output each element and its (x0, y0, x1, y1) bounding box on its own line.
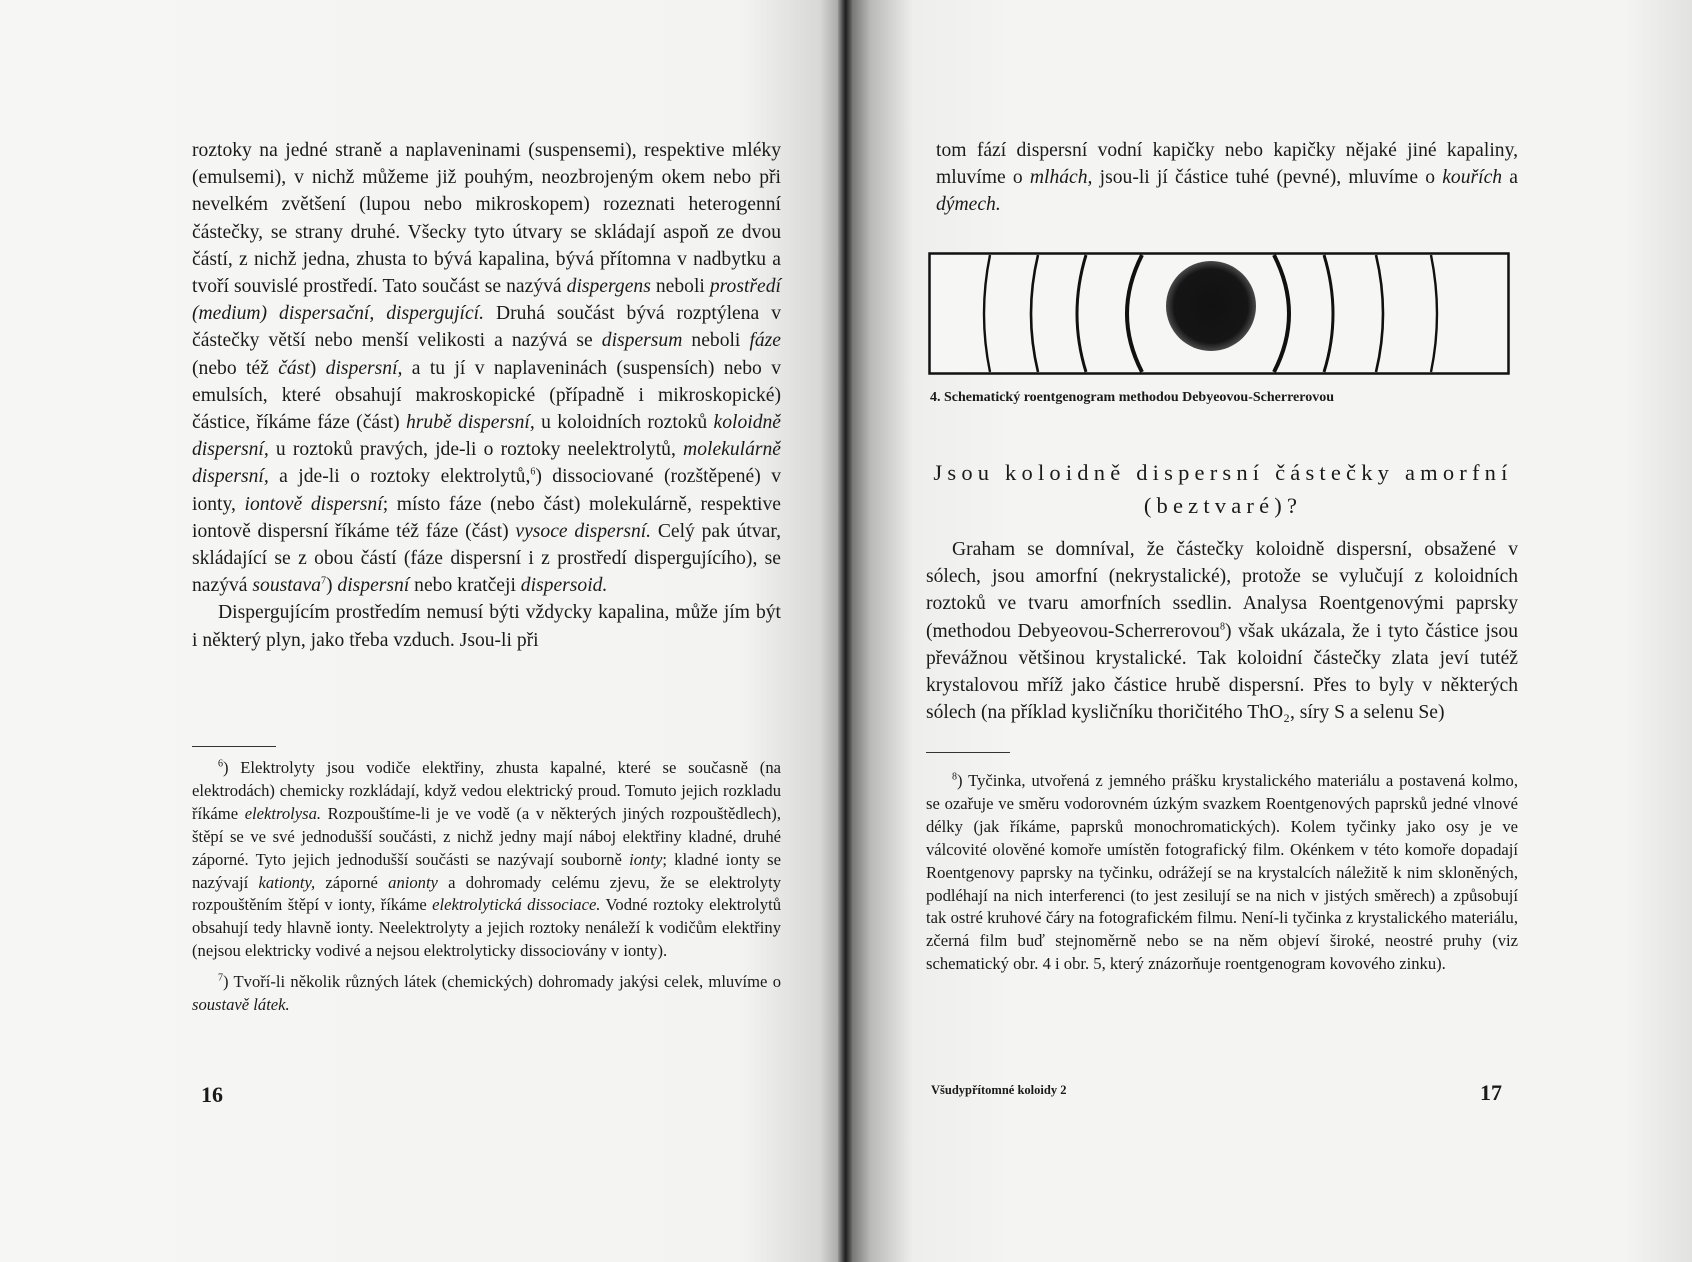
footnote-rule (926, 752, 1010, 753)
book-spine (838, 0, 852, 1262)
heading-line-2: (beztvaré)? (1143, 493, 1303, 518)
right-body-text: Graham se domníval, že částečky koloidně dispersní, obsažené v sólech, jsou amorfní (nekrystalické), protože se vylučují z koloidních roztoků ve tvaru amorfních ssedlin. Analysa Roentgenovými paprsky (methodou Debyeovou-Scherrerovou$^8$) však ukázala, že i tyto částice jsou převážnou většinou krystalické. Tak koloidní částečky zlata jeví tutéž krystalovou mříž jako částice hrubě dispersní. Přes to byly v některých sólech (na příklad kysličníku thoričitého ThO₂, síry S a selenu Se) (926, 539, 1519, 724)
right-footnotes: $^8$) Tyčinka, utvořená z jemného prášku krystalického materiálu a postavená kolmo, se ozařuje ve směru vodorovném úzkým svazkem Roentgenových paprsků jedné vlnové délky (jak říkáme, paprsků monochromatických). Kolem tyčinky jako osy je ve válcovité olověné komoře umístěn fotografický film. Okénkem v této komoře dopadají Roentgenovy paprsky na tyčinku, odrážejí se na krystalcích náležitě k nim skloněných, podléhají na nich interferenci (to jest zesilují se na nich v jistých směrech) a způsobují tak ostré kruhové čáry na fotografickém filmu. Není-li tyčinka z krystalického materiálu, zčerná film buď stejnoměrně nebo se na něm objeví široké, neostré pruhy (viz schematický obr. 4 i obr. 5, který znázorňuje roentgenogram kovového zinku). (926, 771, 1518, 974)
footnote-rule (192, 746, 276, 747)
left-body-text: roztoky na jedné straně a naplaveninami (suspensemi), respektive mléky (emulsemi), v nichž můžeme již pouhým, neozbrojeným okem nebo při nevelkém zvětšení (lupou nebo mikroskopem) rozeznati heterogenní částečky, se strany druhé. Všecky tyto útvary se skládají aspoň ze dvou částí, z nichž jedna, zhusta to bývá kapalina, bývá přítomna v nadbytku a tvoří souvislé prostředí. Tato součást se nazývá dispergens neboli prostředí (medium) dispersační, dispergující. Druhá součást bývá rozptýlena v částečky větší nebo menší velikosti a nazývá se dispersum neboli fáze (nebo též část) dispersní, a tu jí v naplaveninách (suspensích) nebo v emulsích, které obsahují makroskopické (případně i mikroskopické) částice, říkáme fáze (část) hrubě dispersní, u koloidních roztoků koloidně dispersní, u roztoků pravých, jde-li o roztoky neelektrolytů, molekulárně dispersní, a jde-li o roztoky elektrolytů,$^6$) dissociované (rozštěpené) v ionty, iontově dispersní; místo fáze (nebo část) molekulárně, respektive iontově dispersní říkáme též fáze (část) vysoce dispersní. Celý pak útvar, skládající se z obou částí (fáze dispersní i z prostředí dispergujícího), se nazývá soustava$^7$) dispersní nebo kratčeji dispersoid. Dispergujícím prostředím nemusí býti vždycky kapalina, může jím být i některý plyn, jako třeba vzduch. Jsou-li při (192, 140, 782, 651)
left-page (0, 0, 845, 1262)
page-number: 16 (201, 1082, 223, 1107)
right-top-text: tom fází dispersní vodní kapičky nebo kapičky nějaké jiné kapaliny, mluvíme o mlhách, jsou-li jí částice tuhé (pevné), mluvíme o kouřích a dýmech. (936, 140, 1518, 216)
roentgenogram-diagram (928, 252, 1510, 384)
book-signature: Všudypřítomné koloidy 2 (931, 1083, 1067, 1097)
figure-caption: 4. Schematický roentgenogram methodou Debyeovou-Scherrerovou (930, 390, 1335, 405)
heading-line-1: Jsou koloidně dispersní částečky amorfní (933, 460, 1513, 485)
roentgenogram-figure (928, 252, 1510, 384)
left-footnotes: $^6$) Elektrolyty jsou vodiče elektřiny, zhusta kapalné, které se současně (na elektrodách) chemicky rozkládají, když vedou elektrický proud. Tomuto jejich rozkladu říkáme elektrolysa. Rozpouštíme-li je ve vodě (a v některých jiných rozpouštědlech), štěpí se ve své jednodušší součásti, z nichž jedny mají náboj elektřiny kladné, druhé záporné. Tyto jejich jednodušší součásti se nazývají souborně ionty; kladné ionty se nazývají kationty, záporné anionty a dohromady celému zjevu, že se elektrolyty rozpouštěním štěpí v ionty, říkáme elektrolytická dissociace. Vodné roztoky elektrolytů obsahují tedy hlavně ionty. Neelektrolyty a jejich roztoky nenáleží k vodičům elektřiny (nejsou elektricky vodivé a nejsou elektrolyticky dissociovány v ionty). $^7$) Tvoří-li několik různých látek (chemických) dohromady jakýsi celek, mluvíme o soustavě látek. (192, 758, 781, 1015)
section-heading (908, 456, 1538, 522)
page-number: 17 (1480, 1080, 1502, 1105)
